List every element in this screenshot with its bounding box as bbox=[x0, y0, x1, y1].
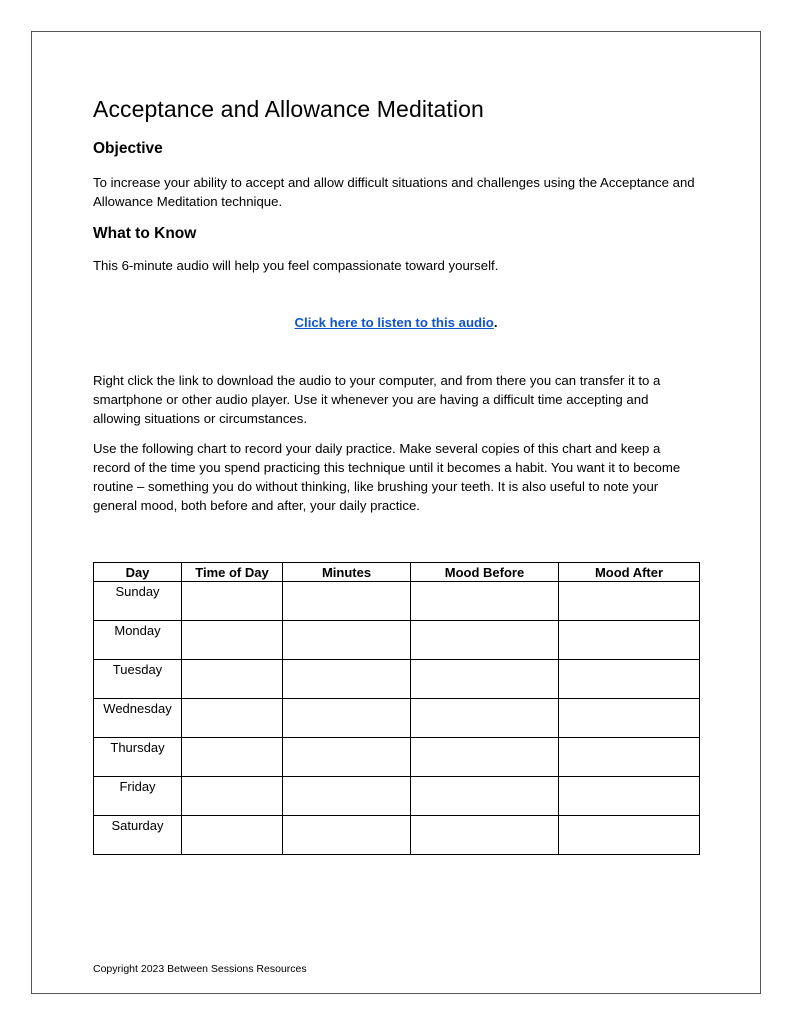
objective-paragraph: To increase your ability to accept and allow difficult situations and challenges using the Acceptance and Allowance Meditation technique. bbox=[93, 175, 695, 209]
minutes-cell[interactable] bbox=[283, 699, 411, 738]
mood-after-cell[interactable] bbox=[559, 699, 700, 738]
time-of-day-cell[interactable] bbox=[182, 621, 283, 660]
mood-after-cell[interactable] bbox=[559, 777, 700, 816]
minutes-cell[interactable] bbox=[283, 777, 411, 816]
table-row bbox=[94, 699, 700, 738]
header-time-of-day: Time of Day bbox=[182, 563, 283, 582]
minutes-cell[interactable] bbox=[283, 582, 411, 621]
time-of-day-cell[interactable] bbox=[182, 582, 283, 621]
day-cell: Thursday bbox=[94, 738, 182, 777]
minutes-cell[interactable] bbox=[283, 660, 411, 699]
mood-after-cell[interactable] bbox=[559, 582, 700, 621]
header-minutes: Minutes bbox=[283, 563, 411, 582]
day-cell: Saturday bbox=[94, 816, 182, 855]
table-row bbox=[94, 816, 700, 855]
table-row bbox=[94, 621, 700, 660]
chart-header-row bbox=[94, 563, 700, 582]
mood-before-cell[interactable] bbox=[411, 582, 559, 621]
table-row bbox=[94, 738, 700, 777]
link-period: . bbox=[493, 315, 498, 330]
practice-chart bbox=[93, 562, 700, 855]
mood-after-cell[interactable] bbox=[559, 816, 700, 855]
time-of-day-cell[interactable] bbox=[182, 816, 283, 855]
mood-after-cell[interactable] bbox=[559, 660, 700, 699]
time-of-day-cell[interactable] bbox=[182, 777, 283, 816]
audio-link-line bbox=[93, 313, 699, 332]
chart-instructions: Use the following chart to record your daily practice. Make several copies of this chart and keep a record of the time you spend practicing this technique until it becomes a habit. You want it to become routine – something you do without thinking, like brushing your teeth. It is also useful to note your general mood, both before and after, your daily practice. bbox=[93, 441, 681, 513]
mood-before-cell[interactable] bbox=[411, 738, 559, 777]
day-cell: Monday bbox=[94, 621, 182, 660]
day-cell: Wednesday bbox=[94, 699, 182, 738]
table-row bbox=[94, 777, 700, 816]
mood-after-cell[interactable] bbox=[559, 738, 700, 777]
day-cell: Sunday bbox=[94, 582, 182, 621]
table-row bbox=[94, 660, 700, 699]
mood-before-cell[interactable] bbox=[411, 660, 559, 699]
minutes-cell[interactable] bbox=[283, 621, 411, 660]
day-cell: Friday bbox=[94, 777, 182, 816]
what-to-know-paragraph: This 6-minute audio will help you feel compassionate toward yourself. bbox=[93, 258, 499, 273]
time-of-day-cell[interactable] bbox=[182, 699, 283, 738]
mood-before-cell[interactable] bbox=[411, 777, 559, 816]
mood-before-cell[interactable] bbox=[411, 621, 559, 660]
objective-heading: Objective bbox=[93, 140, 163, 157]
audio-link[interactable]: Click here to listen to this audio bbox=[294, 315, 494, 330]
download-instructions: Right click the link to download the audio to your computer, and from there you can transfer it to a smartphone or other audio player. Use it whenever you are having a difficult time accepting and allowing situations or circumstances. bbox=[93, 373, 661, 426]
day-cell: Tuesday bbox=[94, 660, 182, 699]
mood-before-cell[interactable] bbox=[411, 699, 559, 738]
header-day: Day bbox=[94, 563, 182, 582]
mood-before-cell[interactable] bbox=[411, 816, 559, 855]
minutes-cell[interactable] bbox=[283, 816, 411, 855]
mood-after-cell[interactable] bbox=[559, 621, 700, 660]
time-of-day-cell[interactable] bbox=[182, 738, 283, 777]
header-mood-after: Mood After bbox=[559, 563, 700, 582]
minutes-cell[interactable] bbox=[283, 738, 411, 777]
table-row bbox=[94, 582, 700, 621]
page-title: Acceptance and Allowance Meditation bbox=[93, 96, 484, 122]
copyright-footer: Copyright 2023 Between Sessions Resources bbox=[93, 963, 307, 975]
header-mood-before: Mood Before bbox=[411, 563, 559, 582]
what-to-know-heading: What to Know bbox=[93, 225, 197, 242]
time-of-day-cell[interactable] bbox=[182, 660, 283, 699]
